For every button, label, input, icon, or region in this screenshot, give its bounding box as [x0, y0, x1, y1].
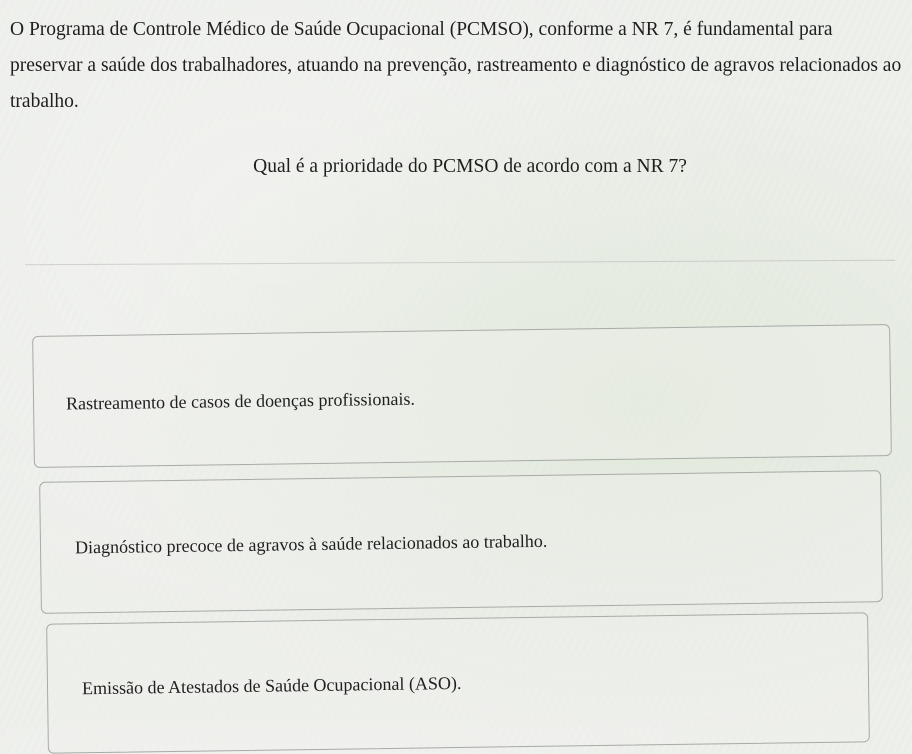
question-intro: O Programa de Controle Médico de Saúde Ocupacional (PCMSO), conforme a NR 7, é fundamental para preservar a saúde dos trabalhadores, atuando na prevenção, rastreamento e diagnóstico de agravos relacionados ao trabalho. — [10, 19, 902, 112]
divider — [25, 260, 895, 266]
answer-option-1-label: Rastreamento de casos de doenças profissionais. — [65, 388, 416, 414]
answer-option-3-label: Emissão de Atestados de Saúde Ocupacional (ASO). — [81, 672, 462, 699]
question-prompt: Qual é a prioridade do PCMSO de acordo com a NR 7? — [253, 156, 687, 177]
answer-option-1[interactable] — [32, 324, 892, 468]
answer-option-3[interactable] — [46, 612, 870, 753]
answer-option-2[interactable] — [39, 470, 883, 614]
answer-option-2-label: Diagnóstico precoce de agravos à saúde relacionados ao trabalho. — [74, 530, 548, 558]
